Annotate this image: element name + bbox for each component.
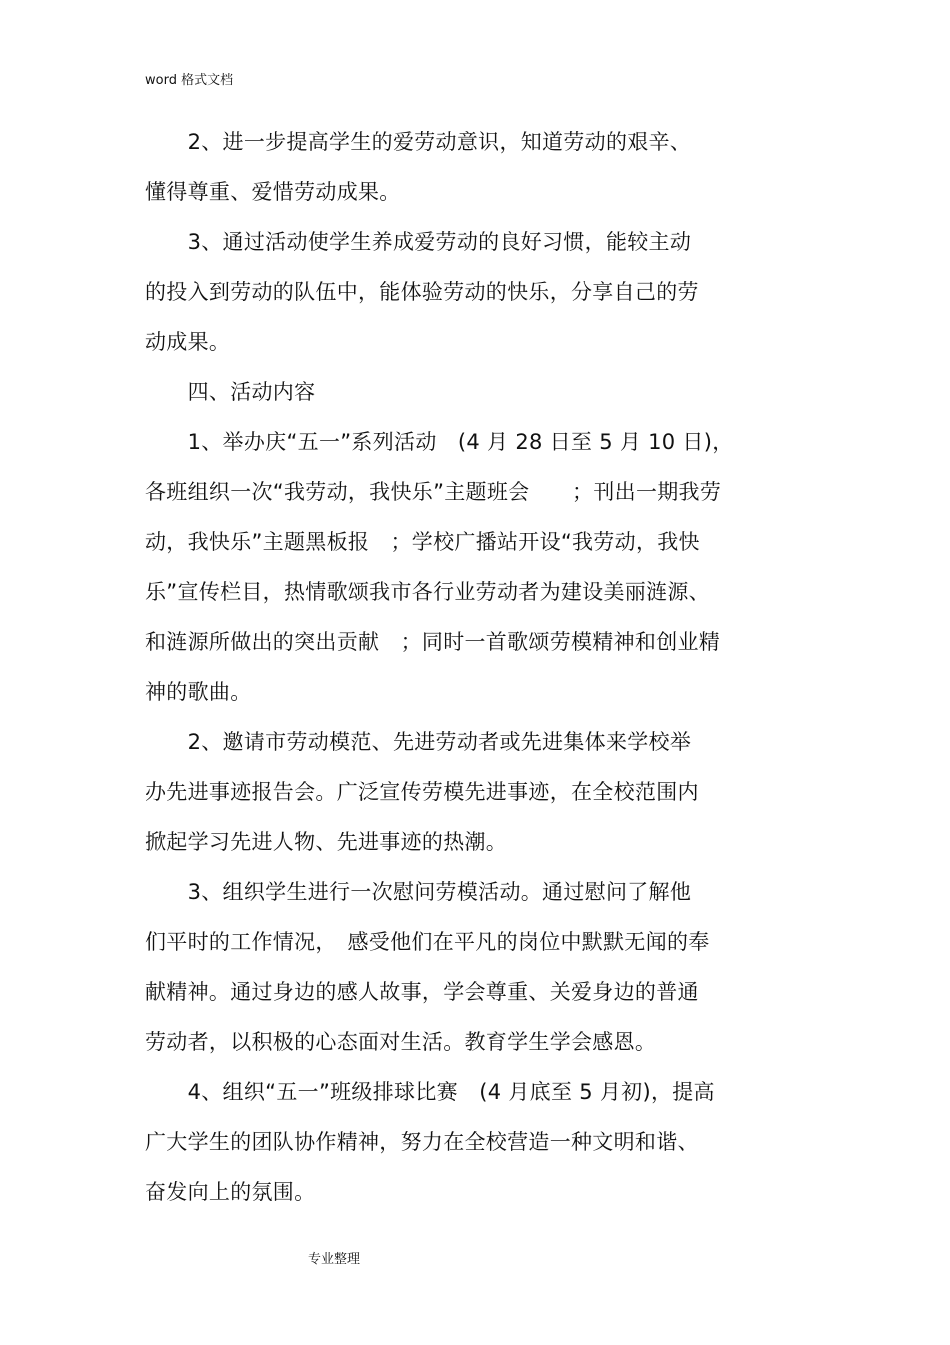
- body-line: 献精神。通过身边的感人故事，学会尊重、关爱身边的普通: [145, 980, 699, 1004]
- body-line: 和涟源所做出的突出贡献 ；同时一首歌颂劳模精神和创业精: [145, 630, 721, 654]
- body-line: 劳动者，以积极的心态面对生活。教育学生学会感恩。: [145, 1030, 657, 1054]
- body-line: 3、通过活动使学生养成爱劳动的良好习惯，能较主动: [145, 230, 692, 254]
- body-line: 各班组织一次“我劳动，我快乐”主题班会 ；刊出一期我劳: [145, 480, 722, 504]
- body-line: 2、进一步提高学生的爱劳动意识，知道劳动的艰辛、: [145, 130, 692, 154]
- body-line: 4、组织“五一”班级排球比赛 (4 月底至 5 月初)，提高: [145, 1080, 715, 1104]
- page-header: word 格式文档: [145, 73, 234, 88]
- body-line: 动，我快乐”主题黑板报 ；学校广播站开设“我劳动，我快: [145, 530, 700, 554]
- body-line: 掀起学习先进人物、先进事迹的热潮。: [145, 830, 508, 854]
- body-line: 办先进事迹报告会。广泛宣传劳模先进事迹，在全校范围内: [145, 780, 699, 804]
- page-footer: 专业整理: [308, 1252, 361, 1267]
- body-line: 动成果。: [145, 330, 231, 354]
- body-line: 奋发向上的氛围。: [145, 1180, 316, 1204]
- section-heading: 四、活动内容: [145, 380, 316, 404]
- body-line: 们平时的工作情况， 感受他们在平凡的岗位中默默无闻的奉: [145, 930, 710, 954]
- body-line: 广大学生的团队协作精神，努力在全校营造一种文明和谐、: [145, 1130, 699, 1154]
- body-line: 3、组织学生进行一次慰问劳模活动。通过慰问了解他: [145, 880, 692, 904]
- body-line: 的投入到劳动的队伍中，能体验劳动的快乐，分享自己的劳: [145, 280, 699, 304]
- body-line: 神的歌曲。: [145, 680, 252, 704]
- body-line: 懂得尊重、爱惜劳动成果。: [145, 180, 401, 204]
- body-line: 2、邀请市劳动模范、先进劳动者或先进集体来学校举: [145, 730, 692, 754]
- body-line: 1、举办庆“五一”系列活动 (4 月 28 日至 5 月 10 日)，: [145, 430, 734, 454]
- body-line: 乐”宣传栏目，热情歌颂我市各行业劳动者为建设美丽涟源、: [145, 580, 710, 604]
